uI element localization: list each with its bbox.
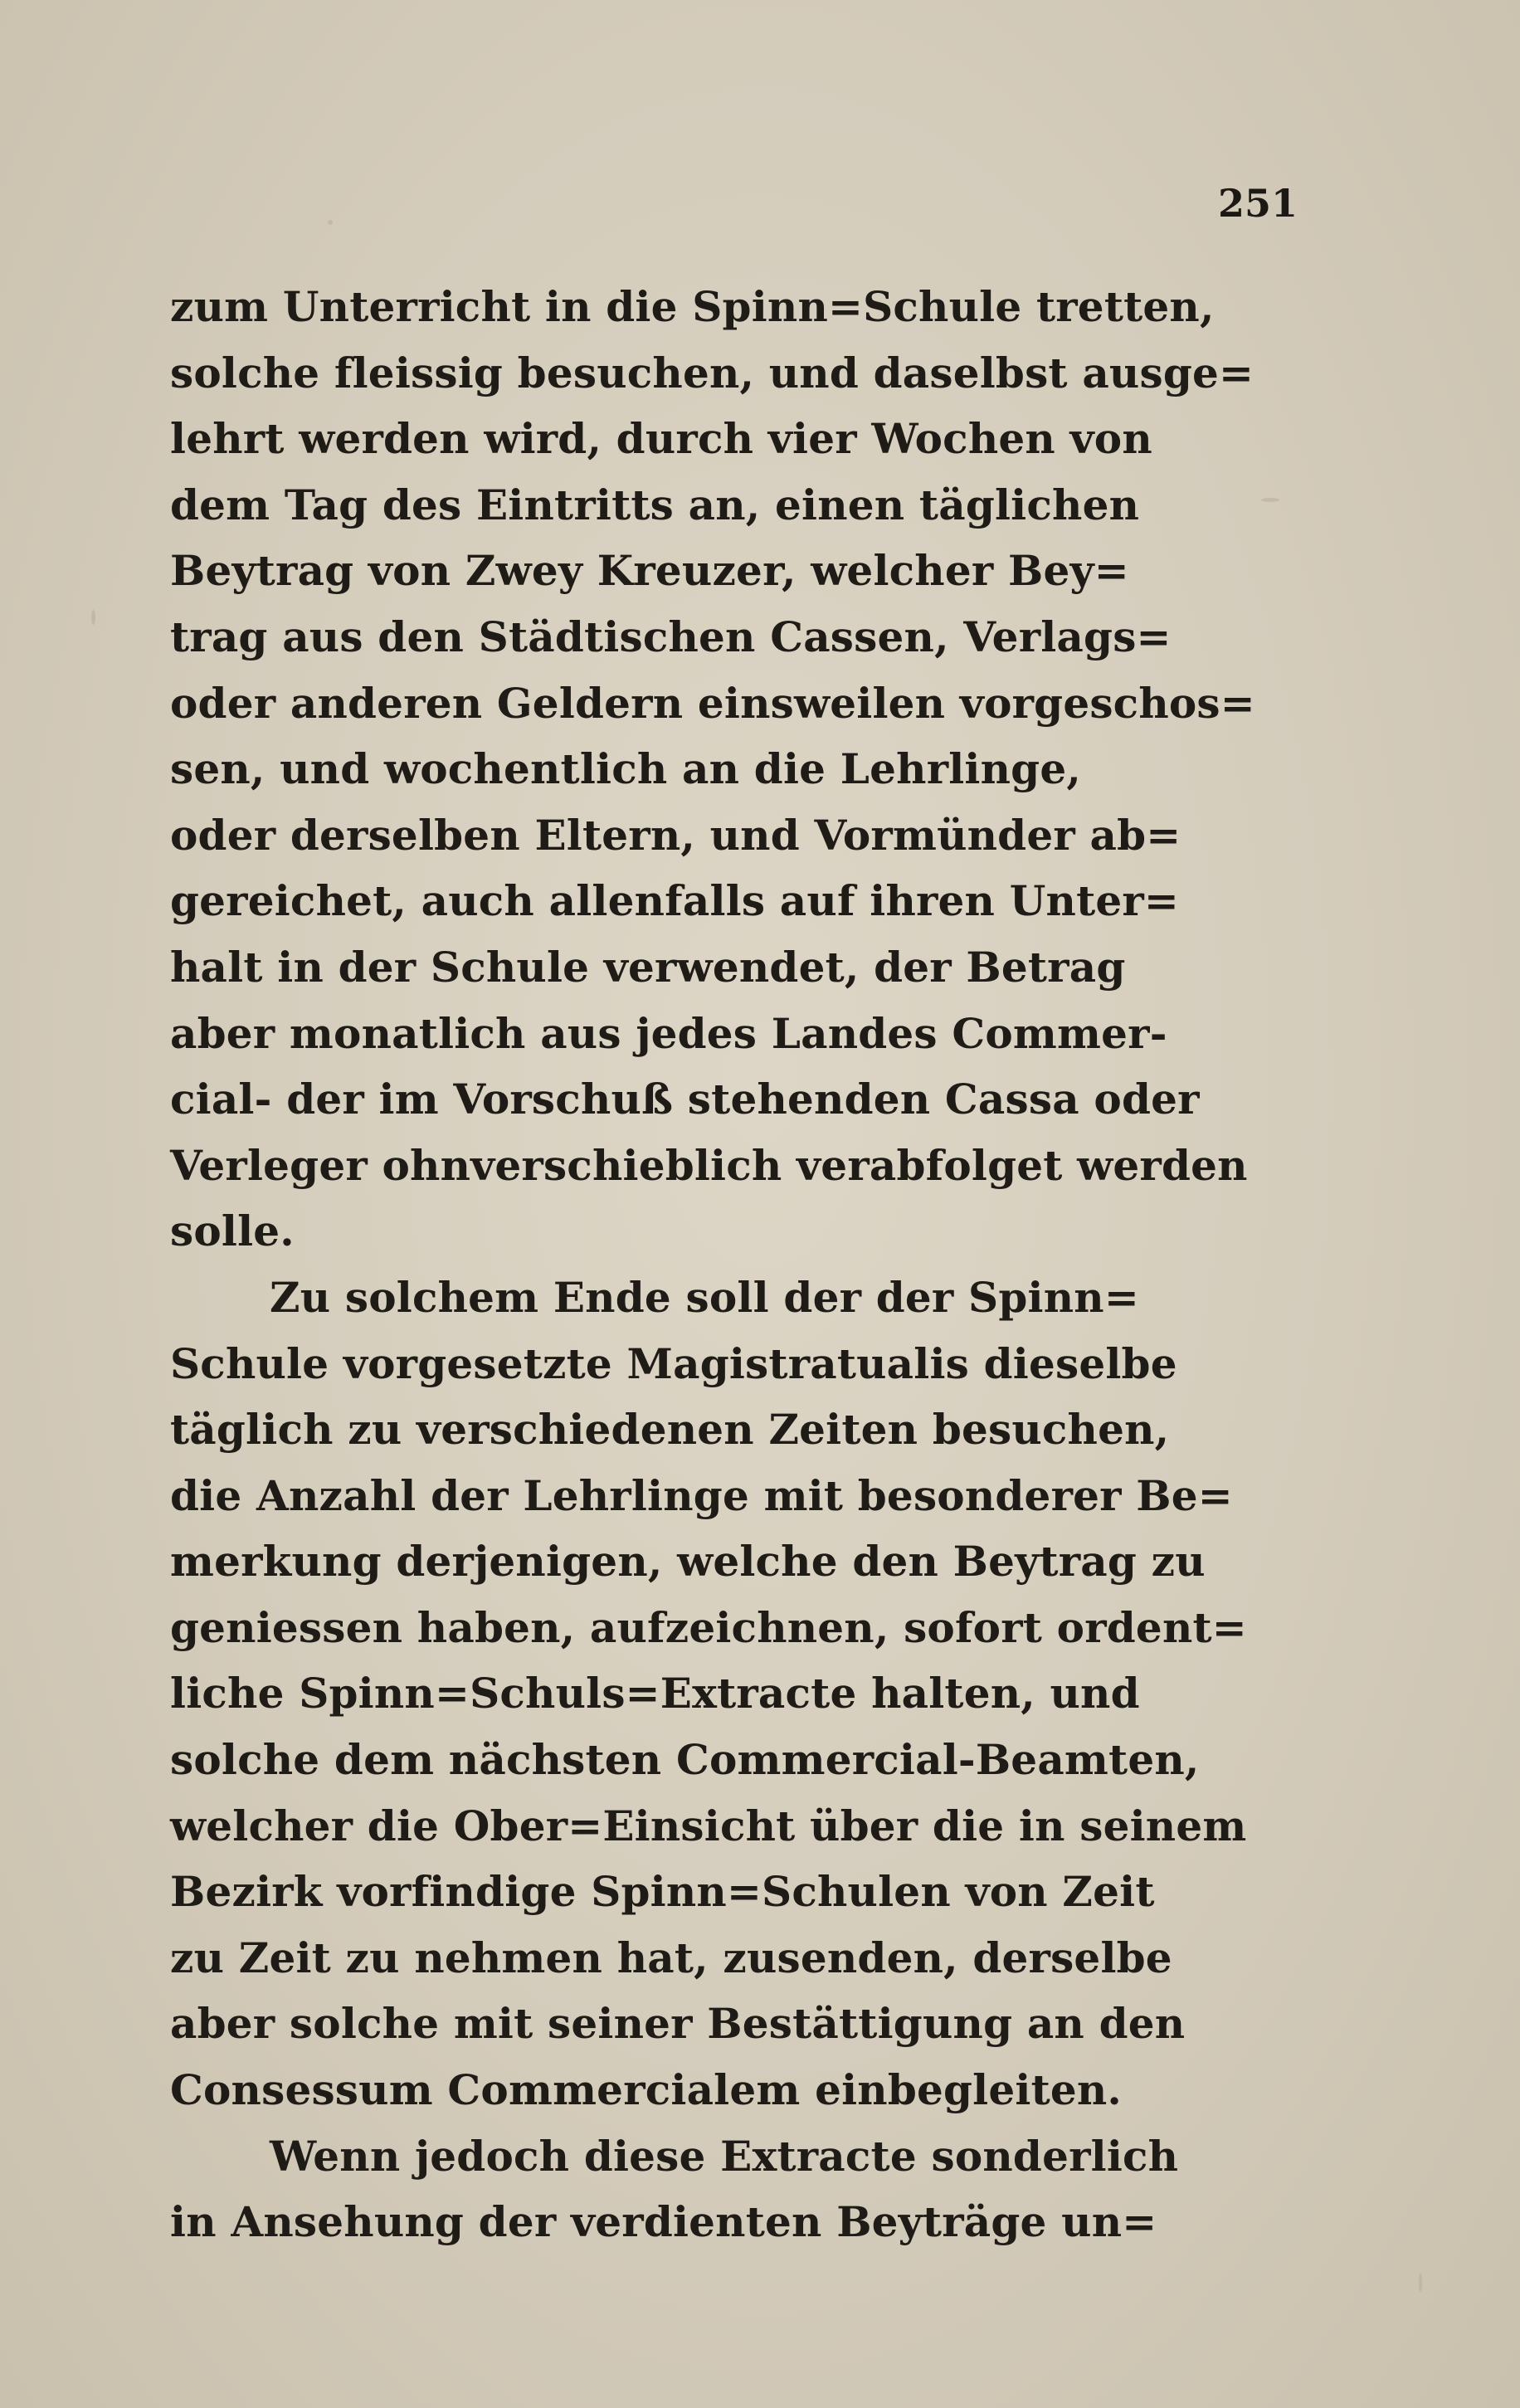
text-line: geniessen haben, aufzeichnen, sofort ordent= (170, 1602, 1247, 1652)
text-line: dem Tag des Eintritts an, einen täglichen (170, 480, 1140, 529)
text-line: solle. (170, 1206, 295, 1256)
text-line: sen, und wochentlich an die Lehrlinge, (170, 744, 1081, 794)
text-line: Schule vorgesetzte Magistratualis dieselbe (170, 1338, 1177, 1388)
text-line: oder anderen Geldern einsweilen vorgeschos= (170, 678, 1255, 728)
text-line: Beytrag von Zwey Kreuzer, welcher Bey= (170, 546, 1129, 596)
text-line: aber solche mit seiner Bestättigung an den (170, 1999, 1186, 2049)
paper-spot (328, 220, 333, 225)
text-line: halt in der Schule verwendet, der Betrag (170, 942, 1126, 992)
paper-spot (91, 610, 95, 625)
text-line: oder derselben Eltern, und Vormünder ab= (170, 810, 1181, 860)
text-line: cial- der im Vorschuß stehenden Cassa oder (170, 1075, 1200, 1124)
text-line: die Anzahl der Lehrlinge mit besonderer Be= (170, 1470, 1233, 1520)
page-number: 251 (1218, 181, 1298, 226)
paper-spot (1419, 2274, 1422, 2292)
text-line: Consessum Commercialem einbegleiten. (170, 2065, 1123, 2115)
text-line: Zu solchem Ende soll der der Spinn= (270, 1272, 1139, 1322)
paper-spot (1261, 498, 1279, 502)
text-line: in Ansehung der verdienten Beyträge un= (170, 2197, 1157, 2247)
text-line: trag aus den Städtischen Cassen, Verlags= (170, 612, 1172, 661)
text-line: solche fleissig besuchen, und daselbst ausge= (170, 348, 1254, 397)
text-line: zu Zeit zu nehmen hat, zusenden, derselbe (170, 1933, 1172, 1982)
text-line: welcher die Ober=Einsicht über die in seinem (170, 1801, 1247, 1850)
text-line: Wenn jedoch diese Extracte sonderlich (270, 2131, 1179, 2181)
text-line: Bezirk vorfindige Spinn=Schulen von Zeit (170, 1867, 1155, 1917)
text-line: merkung derjenigen, welche den Beytrag zu (170, 1537, 1206, 1587)
text-line: aber monatlich aus jedes Landes Commer- (170, 1008, 1167, 1058)
text-line: lehrt werden wird, durch vier Wochen von (170, 414, 1152, 464)
text-line: täglich zu verschiedenen Zeiten besuchen, (170, 1405, 1170, 1455)
text-line: Verleger ohnverschieblich verabfolget werden (170, 1140, 1248, 1190)
text-line: solche dem nächsten Commercial-Beamten, (170, 1735, 1200, 1785)
body-text (170, 274, 1255, 2255)
text-line: zum Unterricht in die Spinn=Schule tretten, (170, 282, 1215, 331)
text-line: gereichet, auch allenfalls auf ihren Unter= (170, 876, 1180, 926)
text-line: liche Spinn=Schuls=Extracte halten, und (170, 1669, 1140, 1718)
